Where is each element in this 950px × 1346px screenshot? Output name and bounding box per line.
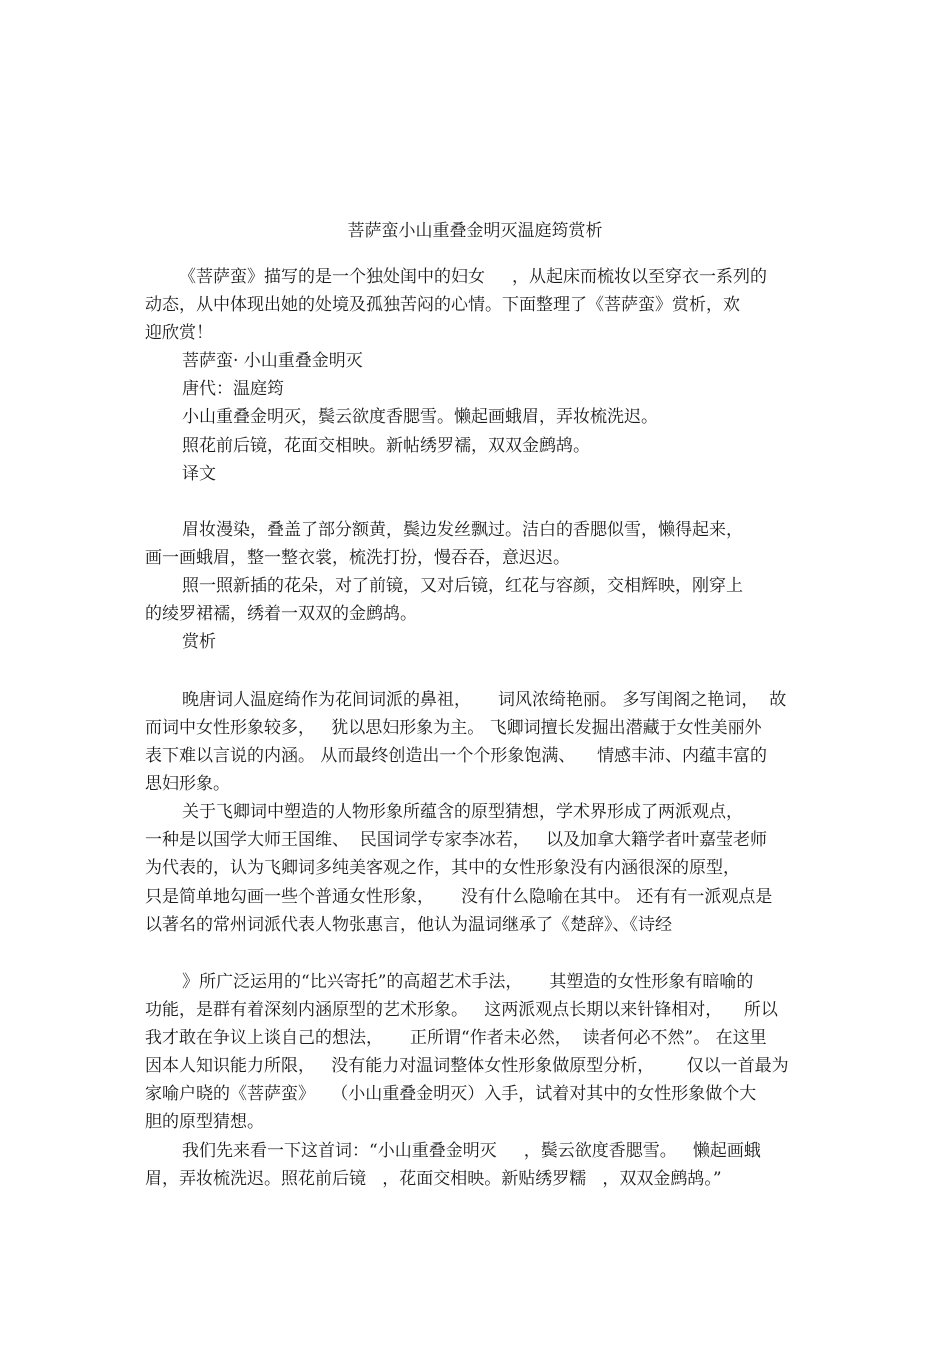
poem-title: 菩萨蛮· 小山重叠金明灭	[182, 351, 363, 371]
paragraph-line: 思妇形象。	[145, 774, 230, 794]
paragraph-line: 《菩萨蛮》描写的是一个独处闺中的妇女 ，从起床而梳妆以至穿衣一系列的	[179, 267, 768, 287]
poem-line: 小山重叠金明灭，鬓云欲度香腮雪。懒起画蛾眉，弄妆梳洗迟。	[182, 407, 658, 427]
paragraph-line: 照一照新插的花朵，对了前镜，又对后镜，红花与容颜，交相辉映，刚穿上	[182, 576, 743, 596]
paragraph-line: 只是简单地勾画一些个普通女性形象， 没有什么隐喻在其中。 还有有一派观点是	[145, 887, 773, 907]
section-heading-appreciation: 赏析	[182, 632, 216, 652]
paragraph-line: 关于飞卿词中塑造的人物形象所蕴含的原型猜想，学术界形成了两派观点，	[182, 802, 743, 822]
paragraph-line: 我才敢在争议上谈自己的想法， 正所谓“作者未必然， 读者何必不然”。 在这里	[145, 1028, 767, 1048]
paragraph-line: 为代表的，认为飞卿词多纯美客观之作，其中的女性形象没有内涵很深的原型，	[145, 858, 740, 878]
section-heading-translation: 译文	[182, 464, 216, 484]
paragraph-line: 晚唐词人温庭绮作为花间词派的鼻祖， 词风浓绮艳丽。 多写闺阁之艳词， 故	[182, 690, 787, 710]
paragraph-line: 一种是以国学大师王国维、 民国词学专家李冰若， 以及加拿大籍学者叶嘉莹老师	[145, 830, 768, 850]
paragraph-line: 的绫罗裙襦，绣着一双双的金鹧鸪。	[145, 604, 417, 624]
paragraph-line: 》所广泛运用的“比兴寄托”的高超艺术手法， 其塑造的女性形象有暗喻的	[182, 972, 754, 992]
paragraph-line: 动态，从中体现出她的处境及孤独苦闷的心情。下面整理了《菩萨蛮》赏析，欢	[145, 295, 740, 315]
poem-author: 唐代：温庭筠	[182, 379, 284, 399]
poem-line: 照花前后镜，花面交相映。新帖绣罗襦，双双金鹧鸪。	[182, 436, 590, 456]
paragraph-line: 表下难以言说的内涵。 从而最终创造出一个个形象饱满、 情感丰沛、内蕴丰富的	[145, 746, 768, 766]
paragraph-line: 而词中女性形象较多， 犹以思妇形象为主。 飞卿词擅长发掘出潜藏于女性美丽外	[145, 718, 762, 738]
paragraph-line: 功能，是群有着深刻内涵原型的艺术形象。 这两派观点长期以来针锋相对， 所以	[145, 1000, 778, 1020]
paragraph-line: 我们先来看一下这首词：“小山重叠金明灭 ，鬓云欲度香腮雪。 懒起画蛾	[182, 1141, 761, 1161]
paragraph-line: 以著名的常州词派代表人物张惠言，他认为温词继承了《楚辞》、《诗经	[145, 915, 672, 935]
paragraph-line: 因本人知识能力所限， 没有能力对温词整体女性形象做原型分析， 仅以一首最为	[145, 1056, 789, 1076]
paragraph-line: 迎欣赏！	[145, 323, 213, 343]
paragraph-line: 眉妆漫染，叠盖了部分额黄，鬓边发丝飘过。洁白的香腮似雪，懒得起来，	[182, 520, 743, 540]
paragraph-line: 胆的原型猜想。	[145, 1112, 264, 1132]
document-title: 菩萨蛮小山重叠金明灭温庭筠赏析	[347, 221, 603, 241]
paragraph-line: 家喻户晓的《菩萨蛮》 （小山重叠金明灭）入手，试着对其中的女性形象做个大	[145, 1084, 757, 1104]
paragraph-line: 画一画蛾眉，整一整衣裳，梳洗打扮，慢吞吞，意迟迟。	[145, 548, 570, 568]
paragraph-line: 眉，弄妆梳洗迟。照花前后镜 ，花面交相映。新贴绣罗糯 ，双双金鹧鸪。”	[145, 1169, 722, 1189]
